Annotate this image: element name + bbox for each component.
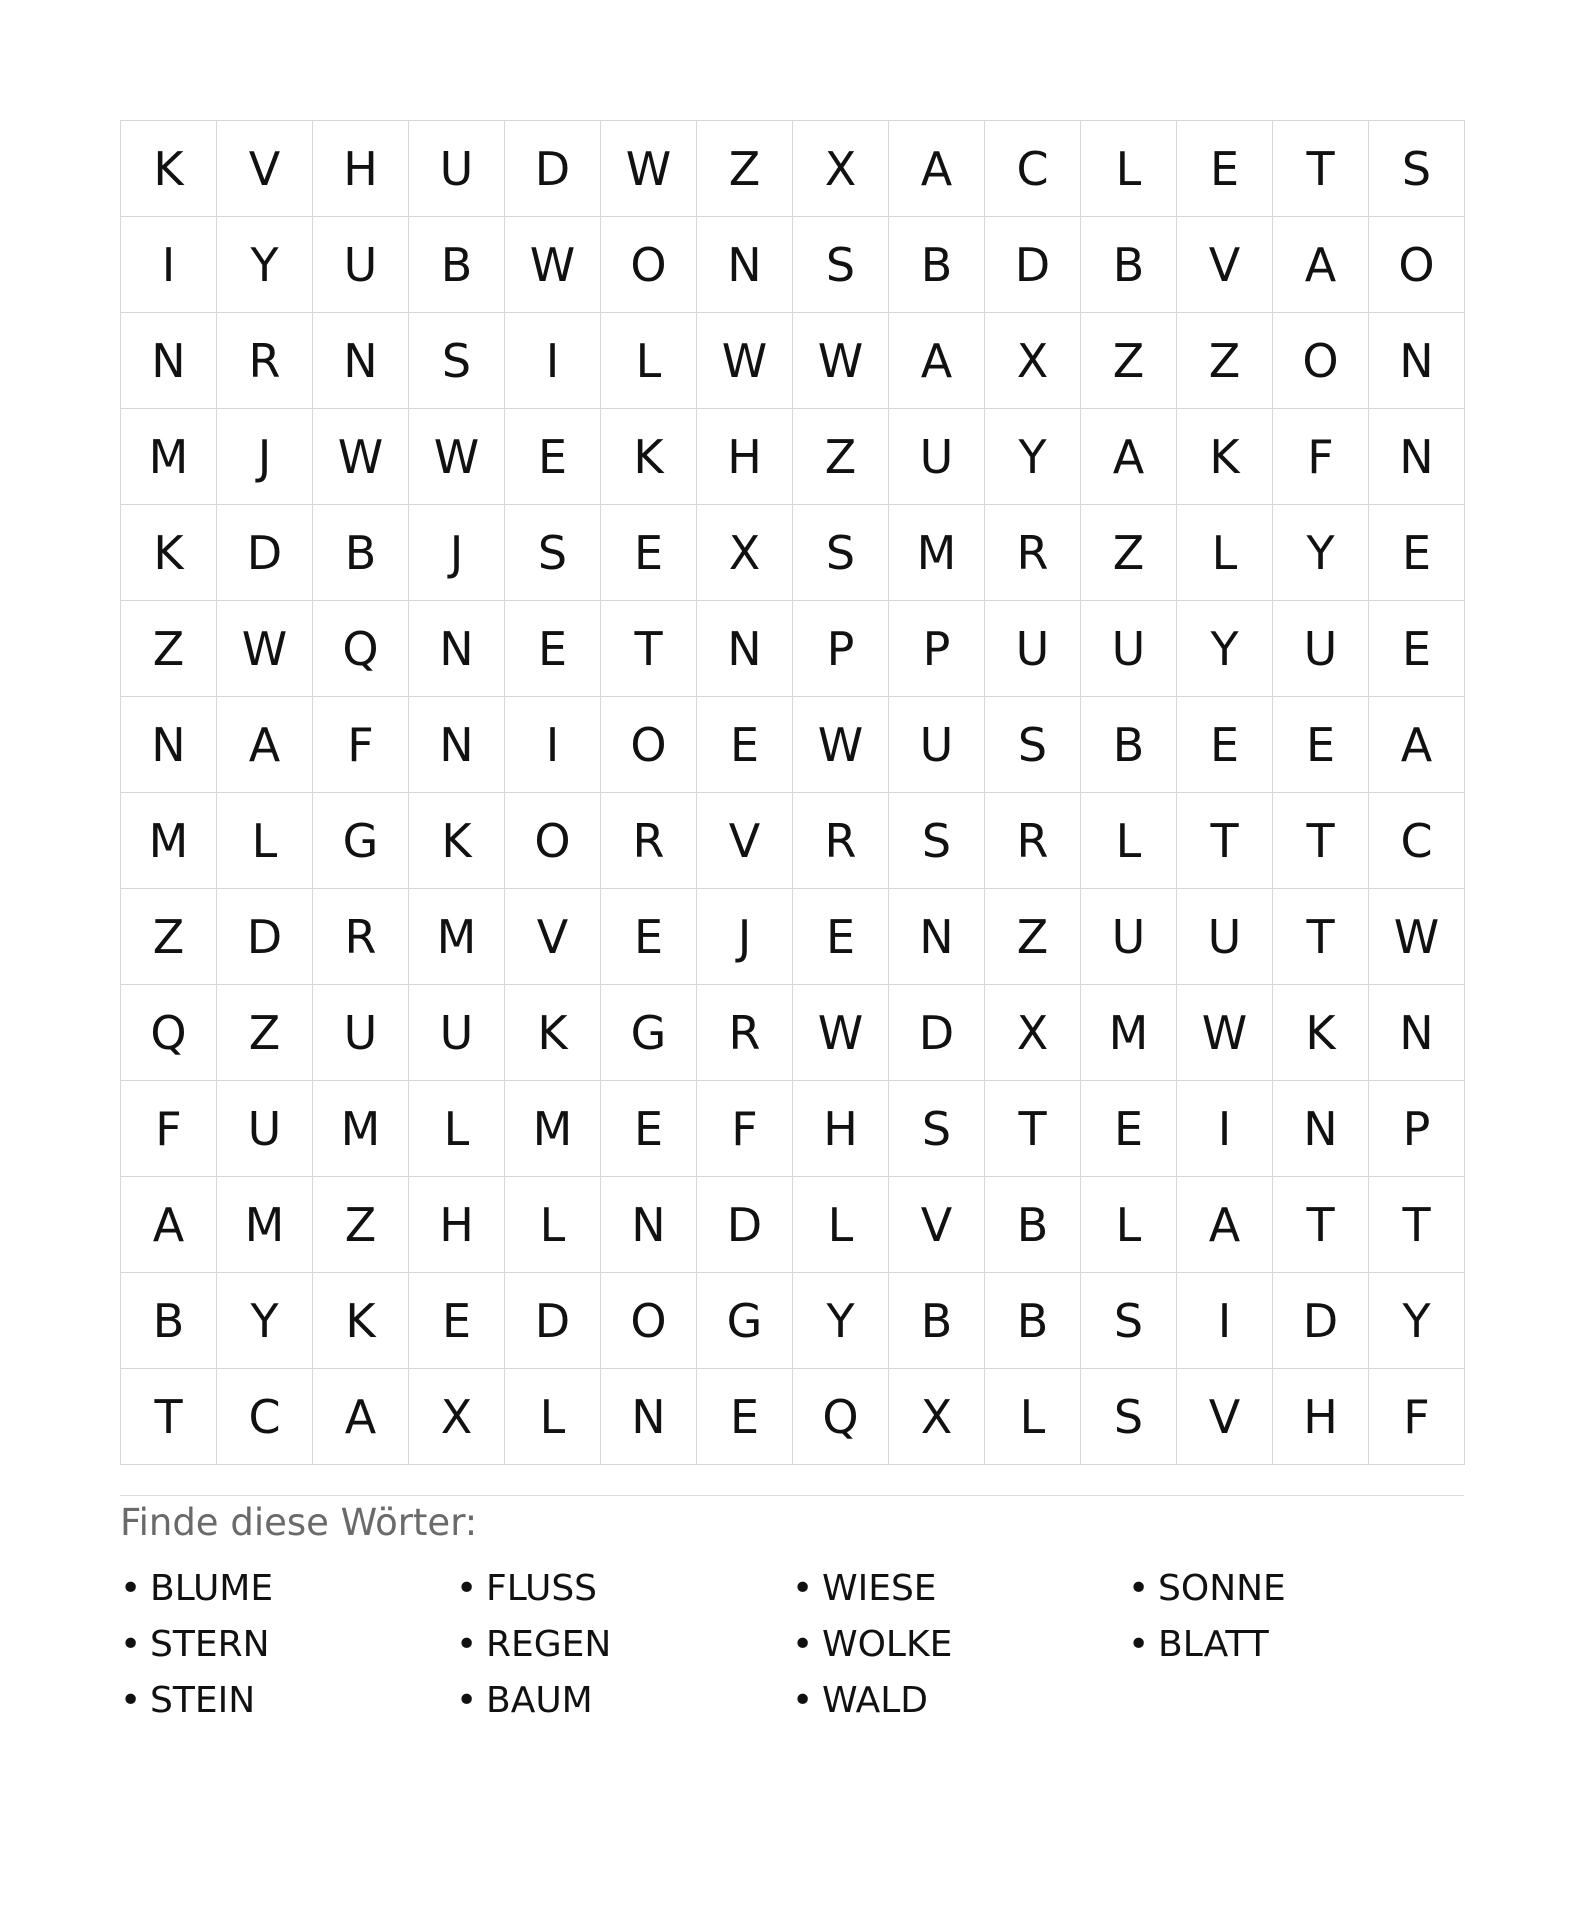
bullet-icon: • (792, 1679, 814, 1721)
letter-grid (120, 120, 1465, 1465)
grid-cell[interactable]: V (1177, 1369, 1273, 1465)
grid-cell[interactable]: Z (985, 889, 1081, 985)
grid-cell[interactable]: H (1273, 1369, 1369, 1465)
grid-cell[interactable]: N (889, 889, 985, 985)
grid-cell[interactable]: A (313, 1369, 409, 1465)
grid-cell[interactable]: T (1369, 1177, 1465, 1273)
grid-cell[interactable]: F (1369, 1369, 1465, 1465)
word-label: WOLKE (822, 1623, 953, 1665)
grid-cell[interactable]: L (1081, 121, 1177, 217)
grid-cell[interactable]: N (1369, 985, 1465, 1081)
grid-cell[interactable]: X (985, 313, 1081, 409)
grid-cell[interactable]: F (121, 1081, 217, 1177)
divider (120, 1495, 1464, 1496)
grid-cell[interactable]: S (889, 1081, 985, 1177)
word-list-item (456, 1616, 792, 1672)
grid-cell[interactable]: D (985, 217, 1081, 313)
grid-cell[interactable]: S (409, 313, 505, 409)
grid-cell[interactable]: I (121, 217, 217, 313)
grid-cell[interactable]: N (313, 313, 409, 409)
grid-cell[interactable]: Q (121, 985, 217, 1081)
grid-cell[interactable]: I (1177, 1081, 1273, 1177)
grid-cell[interactable]: M (1081, 985, 1177, 1081)
grid-cell[interactable]: U (889, 409, 985, 505)
grid-cell[interactable]: K (121, 505, 217, 601)
grid-cell[interactable]: S (793, 217, 889, 313)
word-label: WALD (822, 1679, 929, 1721)
grid-cell[interactable]: N (1369, 409, 1465, 505)
word-list-item (792, 1672, 1128, 1728)
grid-cell[interactable]: B (889, 217, 985, 313)
grid-cell[interactable]: W (409, 409, 505, 505)
grid-cell[interactable]: A (1273, 217, 1369, 313)
grid-cell[interactable]: R (985, 793, 1081, 889)
grid-cell[interactable]: D (1273, 1273, 1369, 1369)
grid-cell[interactable]: Y (793, 1273, 889, 1369)
grid-cell[interactable]: N (121, 697, 217, 793)
grid-cell[interactable]: J (217, 409, 313, 505)
grid-cell[interactable]: B (121, 1273, 217, 1369)
grid-cell[interactable]: U (217, 1081, 313, 1177)
grid-cell[interactable]: M (409, 889, 505, 985)
grid-cell[interactable]: C (1369, 793, 1465, 889)
grid-cell[interactable]: E (697, 1369, 793, 1465)
word-list-item (792, 1616, 1128, 1672)
grid-cell[interactable]: M (217, 1177, 313, 1273)
bullet-icon: • (120, 1623, 142, 1665)
grid-cell[interactable]: S (1369, 121, 1465, 217)
word-list (120, 1560, 1464, 1728)
word-label: STERN (150, 1623, 270, 1665)
grid-cell[interactable]: Y (1273, 505, 1369, 601)
grid-cell[interactable]: S (985, 697, 1081, 793)
grid-cell[interactable]: E (697, 697, 793, 793)
grid-cell[interactable]: T (121, 1369, 217, 1465)
grid-cell[interactable]: C (217, 1369, 313, 1465)
grid-cell[interactable]: C (985, 121, 1081, 217)
grid-cell[interactable]: H (793, 1081, 889, 1177)
word-label: SONNE (1158, 1567, 1286, 1609)
grid-cell[interactable]: T (1273, 1177, 1369, 1273)
word-label: BAUM (486, 1679, 593, 1721)
grid-cell[interactable]: L (793, 1177, 889, 1273)
grid-cell[interactable]: D (217, 889, 313, 985)
grid-cell[interactable]: S (889, 793, 985, 889)
grid-cell[interactable]: B (985, 1177, 1081, 1273)
grid-cell[interactable]: M (505, 1081, 601, 1177)
grid-cell[interactable]: B (313, 505, 409, 601)
grid-cell[interactable]: W (1369, 889, 1465, 985)
grid-cell[interactable]: S (505, 505, 601, 601)
grid-cell[interactable]: Y (1177, 601, 1273, 697)
grid-cell[interactable]: L (1081, 1177, 1177, 1273)
grid-cell[interactable]: L (601, 313, 697, 409)
grid-cell[interactable]: V (1177, 217, 1273, 313)
grid-cell[interactable]: L (505, 1369, 601, 1465)
grid-cell[interactable]: J (409, 505, 505, 601)
grid-cell[interactable]: U (313, 985, 409, 1081)
grid-cell[interactable]: K (601, 409, 697, 505)
grid-cell[interactable]: R (313, 889, 409, 985)
grid-cell[interactable]: M (313, 1081, 409, 1177)
grid-cell[interactable]: S (793, 505, 889, 601)
word-list-item (1128, 1616, 1464, 1672)
bullet-icon: • (792, 1623, 814, 1665)
grid-cell[interactable]: P (793, 601, 889, 697)
grid-cell[interactable]: E (1177, 697, 1273, 793)
grid-cell[interactable]: M (121, 793, 217, 889)
grid-cell[interactable]: K (1177, 409, 1273, 505)
grid-cell[interactable]: E (601, 889, 697, 985)
word-list-item (120, 1672, 456, 1728)
grid-cell[interactable]: A (889, 313, 985, 409)
bullet-icon: • (456, 1679, 478, 1721)
grid-cell[interactable]: Z (121, 889, 217, 985)
grid-cell[interactable]: K (505, 985, 601, 1081)
grid-cell[interactable]: Z (1081, 313, 1177, 409)
word-list-item (456, 1672, 792, 1728)
grid-cell[interactable]: N (1273, 1081, 1369, 1177)
grid-cell[interactable]: V (217, 121, 313, 217)
grid-cell[interactable]: R (601, 793, 697, 889)
grid-cell[interactable]: W (313, 409, 409, 505)
word-label: FLUSS (486, 1567, 598, 1609)
grid-cell[interactable]: U (1081, 601, 1177, 697)
grid-cell[interactable]: Y (1369, 1273, 1465, 1369)
grid-cell[interactable]: A (217, 697, 313, 793)
word-list-heading: Finde diese Wörter: (120, 1501, 478, 1544)
grid-cell[interactable]: G (601, 985, 697, 1081)
grid-cell[interactable]: T (1177, 793, 1273, 889)
grid-cell[interactable]: Y (217, 1273, 313, 1369)
grid-cell[interactable]: Z (1177, 313, 1273, 409)
grid-cell[interactable]: E (601, 505, 697, 601)
grid-cell[interactable]: V (505, 889, 601, 985)
grid-cell[interactable]: L (217, 793, 313, 889)
bullet-icon: • (1128, 1567, 1150, 1609)
grid-cell[interactable]: F (697, 1081, 793, 1177)
grid-cell[interactable]: W (217, 601, 313, 697)
grid-cell[interactable]: M (121, 409, 217, 505)
grid-cell[interactable]: B (985, 1273, 1081, 1369)
grid-cell[interactable]: A (1177, 1177, 1273, 1273)
grid-cell[interactable]: A (889, 121, 985, 217)
word-label: REGEN (486, 1623, 612, 1665)
grid-cell[interactable]: Z (697, 121, 793, 217)
grid-cell[interactable]: V (889, 1177, 985, 1273)
grid-cell[interactable]: E (505, 409, 601, 505)
grid-cell[interactable]: L (1177, 505, 1273, 601)
grid-cell[interactable]: H (697, 409, 793, 505)
grid-cell[interactable]: B (1081, 217, 1177, 313)
grid-cell[interactable]: E (505, 601, 601, 697)
grid-cell[interactable]: U (985, 601, 1081, 697)
grid-cell[interactable]: T (1273, 889, 1369, 985)
grid-cell[interactable]: W (793, 697, 889, 793)
grid-cell[interactable]: U (1273, 601, 1369, 697)
grid-cell[interactable]: E (793, 889, 889, 985)
word-list-item (120, 1560, 456, 1616)
grid-cell[interactable]: X (793, 121, 889, 217)
grid-cell[interactable]: O (601, 217, 697, 313)
grid-cell[interactable]: D (505, 121, 601, 217)
grid-cell[interactable]: N (697, 217, 793, 313)
grid-cell[interactable]: P (889, 601, 985, 697)
grid-cell[interactable]: W (697, 313, 793, 409)
grid-cell[interactable]: M (889, 505, 985, 601)
word-label: STEIN (150, 1679, 256, 1721)
grid-cell[interactable]: L (409, 1081, 505, 1177)
grid-cell[interactable]: H (409, 1177, 505, 1273)
word-list-item (120, 1616, 456, 1672)
grid-cell[interactable]: F (313, 697, 409, 793)
grid-cell[interactable]: K (313, 1273, 409, 1369)
grid-cell[interactable]: X (985, 985, 1081, 1081)
grid-cell[interactable]: G (313, 793, 409, 889)
grid-cell[interactable]: G (697, 1273, 793, 1369)
grid-cell[interactable]: K (409, 793, 505, 889)
grid-cell[interactable]: Q (313, 601, 409, 697)
word-label: BLUME (150, 1567, 274, 1609)
grid-cell[interactable]: X (889, 1369, 985, 1465)
grid-cell[interactable]: E (1177, 121, 1273, 217)
grid-cell[interactable]: W (601, 121, 697, 217)
grid-cell[interactable]: E (1369, 505, 1465, 601)
grid-cell[interactable]: F (1273, 409, 1369, 505)
bullet-icon: • (1128, 1623, 1150, 1665)
grid-cell[interactable]: Y (985, 409, 1081, 505)
grid-cell[interactable]: K (121, 121, 217, 217)
grid-cell[interactable]: U (409, 121, 505, 217)
word-search-puzzle (120, 120, 1464, 1728)
grid-cell[interactable]: X (409, 1369, 505, 1465)
bullet-icon: • (120, 1679, 142, 1721)
grid-cell[interactable]: N (409, 697, 505, 793)
grid-cell[interactable]: Z (793, 409, 889, 505)
bullet-icon: • (456, 1567, 478, 1609)
grid-cell[interactable]: T (985, 1081, 1081, 1177)
grid-cell[interactable]: W (1177, 985, 1273, 1081)
grid-cell[interactable]: D (889, 985, 985, 1081)
grid-cell[interactable]: Z (313, 1177, 409, 1273)
grid-cell[interactable]: B (409, 217, 505, 313)
word-list-item (792, 1560, 1128, 1616)
grid-cell[interactable]: N (601, 1369, 697, 1465)
grid-cell[interactable]: X (697, 505, 793, 601)
grid-cell[interactable]: W (793, 985, 889, 1081)
grid-cell[interactable]: U (409, 985, 505, 1081)
grid-cell[interactable]: K (1273, 985, 1369, 1081)
grid-cell[interactable]: Z (121, 601, 217, 697)
grid-cell[interactable]: D (697, 1177, 793, 1273)
grid-cell[interactable]: D (217, 505, 313, 601)
grid-cell[interactable]: E (601, 1081, 697, 1177)
grid-cell[interactable]: B (1081, 697, 1177, 793)
grid-cell[interactable]: D (505, 1273, 601, 1369)
grid-cell[interactable]: H (313, 121, 409, 217)
grid-cell[interactable]: Z (1081, 505, 1177, 601)
grid-cell[interactable]: N (409, 601, 505, 697)
grid-cell[interactable]: O (505, 793, 601, 889)
grid-cell[interactable]: L (985, 1369, 1081, 1465)
grid-cell[interactable]: R (985, 505, 1081, 601)
grid-cell[interactable]: I (505, 313, 601, 409)
grid-cell[interactable]: N (697, 601, 793, 697)
grid-cell[interactable]: V (697, 793, 793, 889)
grid-cell[interactable]: Z (217, 985, 313, 1081)
grid-cell[interactable]: B (889, 1273, 985, 1369)
grid-cell[interactable]: T (601, 601, 697, 697)
grid-cell[interactable]: A (1369, 697, 1465, 793)
grid-cell[interactable]: A (121, 1177, 217, 1273)
grid-cell[interactable]: W (793, 313, 889, 409)
grid-cell[interactable]: N (601, 1177, 697, 1273)
grid-cell[interactable]: U (1081, 889, 1177, 985)
bullet-icon: • (792, 1567, 814, 1609)
bullet-icon: • (456, 1623, 478, 1665)
grid-cell[interactable]: Y (217, 217, 313, 313)
grid-cell[interactable]: L (505, 1177, 601, 1273)
grid-cell[interactable]: R (793, 793, 889, 889)
grid-cell[interactable]: T (1273, 793, 1369, 889)
word-label: BLATT (1158, 1623, 1269, 1665)
word-label: WIESE (822, 1567, 937, 1609)
grid-cell[interactable]: N (121, 313, 217, 409)
grid-cell[interactable]: J (697, 889, 793, 985)
grid-cell[interactable]: O (1369, 217, 1465, 313)
word-list-item (456, 1560, 792, 1616)
word-list-item (1128, 1560, 1464, 1616)
grid-cell[interactable]: R (217, 313, 313, 409)
grid-cell[interactable]: P (1369, 1081, 1465, 1177)
grid-cell[interactable]: E (1081, 1081, 1177, 1177)
grid-cell[interactable]: N (1369, 313, 1465, 409)
grid-cell[interactable]: I (1177, 1273, 1273, 1369)
grid-cell[interactable]: U (889, 697, 985, 793)
grid-cell[interactable]: W (505, 217, 601, 313)
grid-cell[interactable]: T (1273, 121, 1369, 217)
grid-cell[interactable]: A (1081, 409, 1177, 505)
grid-cell[interactable]: L (1081, 793, 1177, 889)
grid-cell[interactable]: O (1273, 313, 1369, 409)
bullet-icon: • (120, 1567, 142, 1609)
grid-cell[interactable]: E (1273, 697, 1369, 793)
grid-cell[interactable]: E (1369, 601, 1465, 697)
grid-cell[interactable]: I (505, 697, 601, 793)
grid-cell[interactable]: U (313, 217, 409, 313)
grid-cell[interactable]: U (1177, 889, 1273, 985)
grid-cell[interactable]: E (409, 1273, 505, 1369)
grid-cell[interactable]: O (601, 697, 697, 793)
grid-cell[interactable]: S (1081, 1273, 1177, 1369)
grid-cell[interactable]: S (1081, 1369, 1177, 1465)
grid-cell[interactable]: Q (793, 1369, 889, 1465)
grid-cell[interactable]: O (601, 1273, 697, 1369)
grid-cell[interactable]: R (697, 985, 793, 1081)
